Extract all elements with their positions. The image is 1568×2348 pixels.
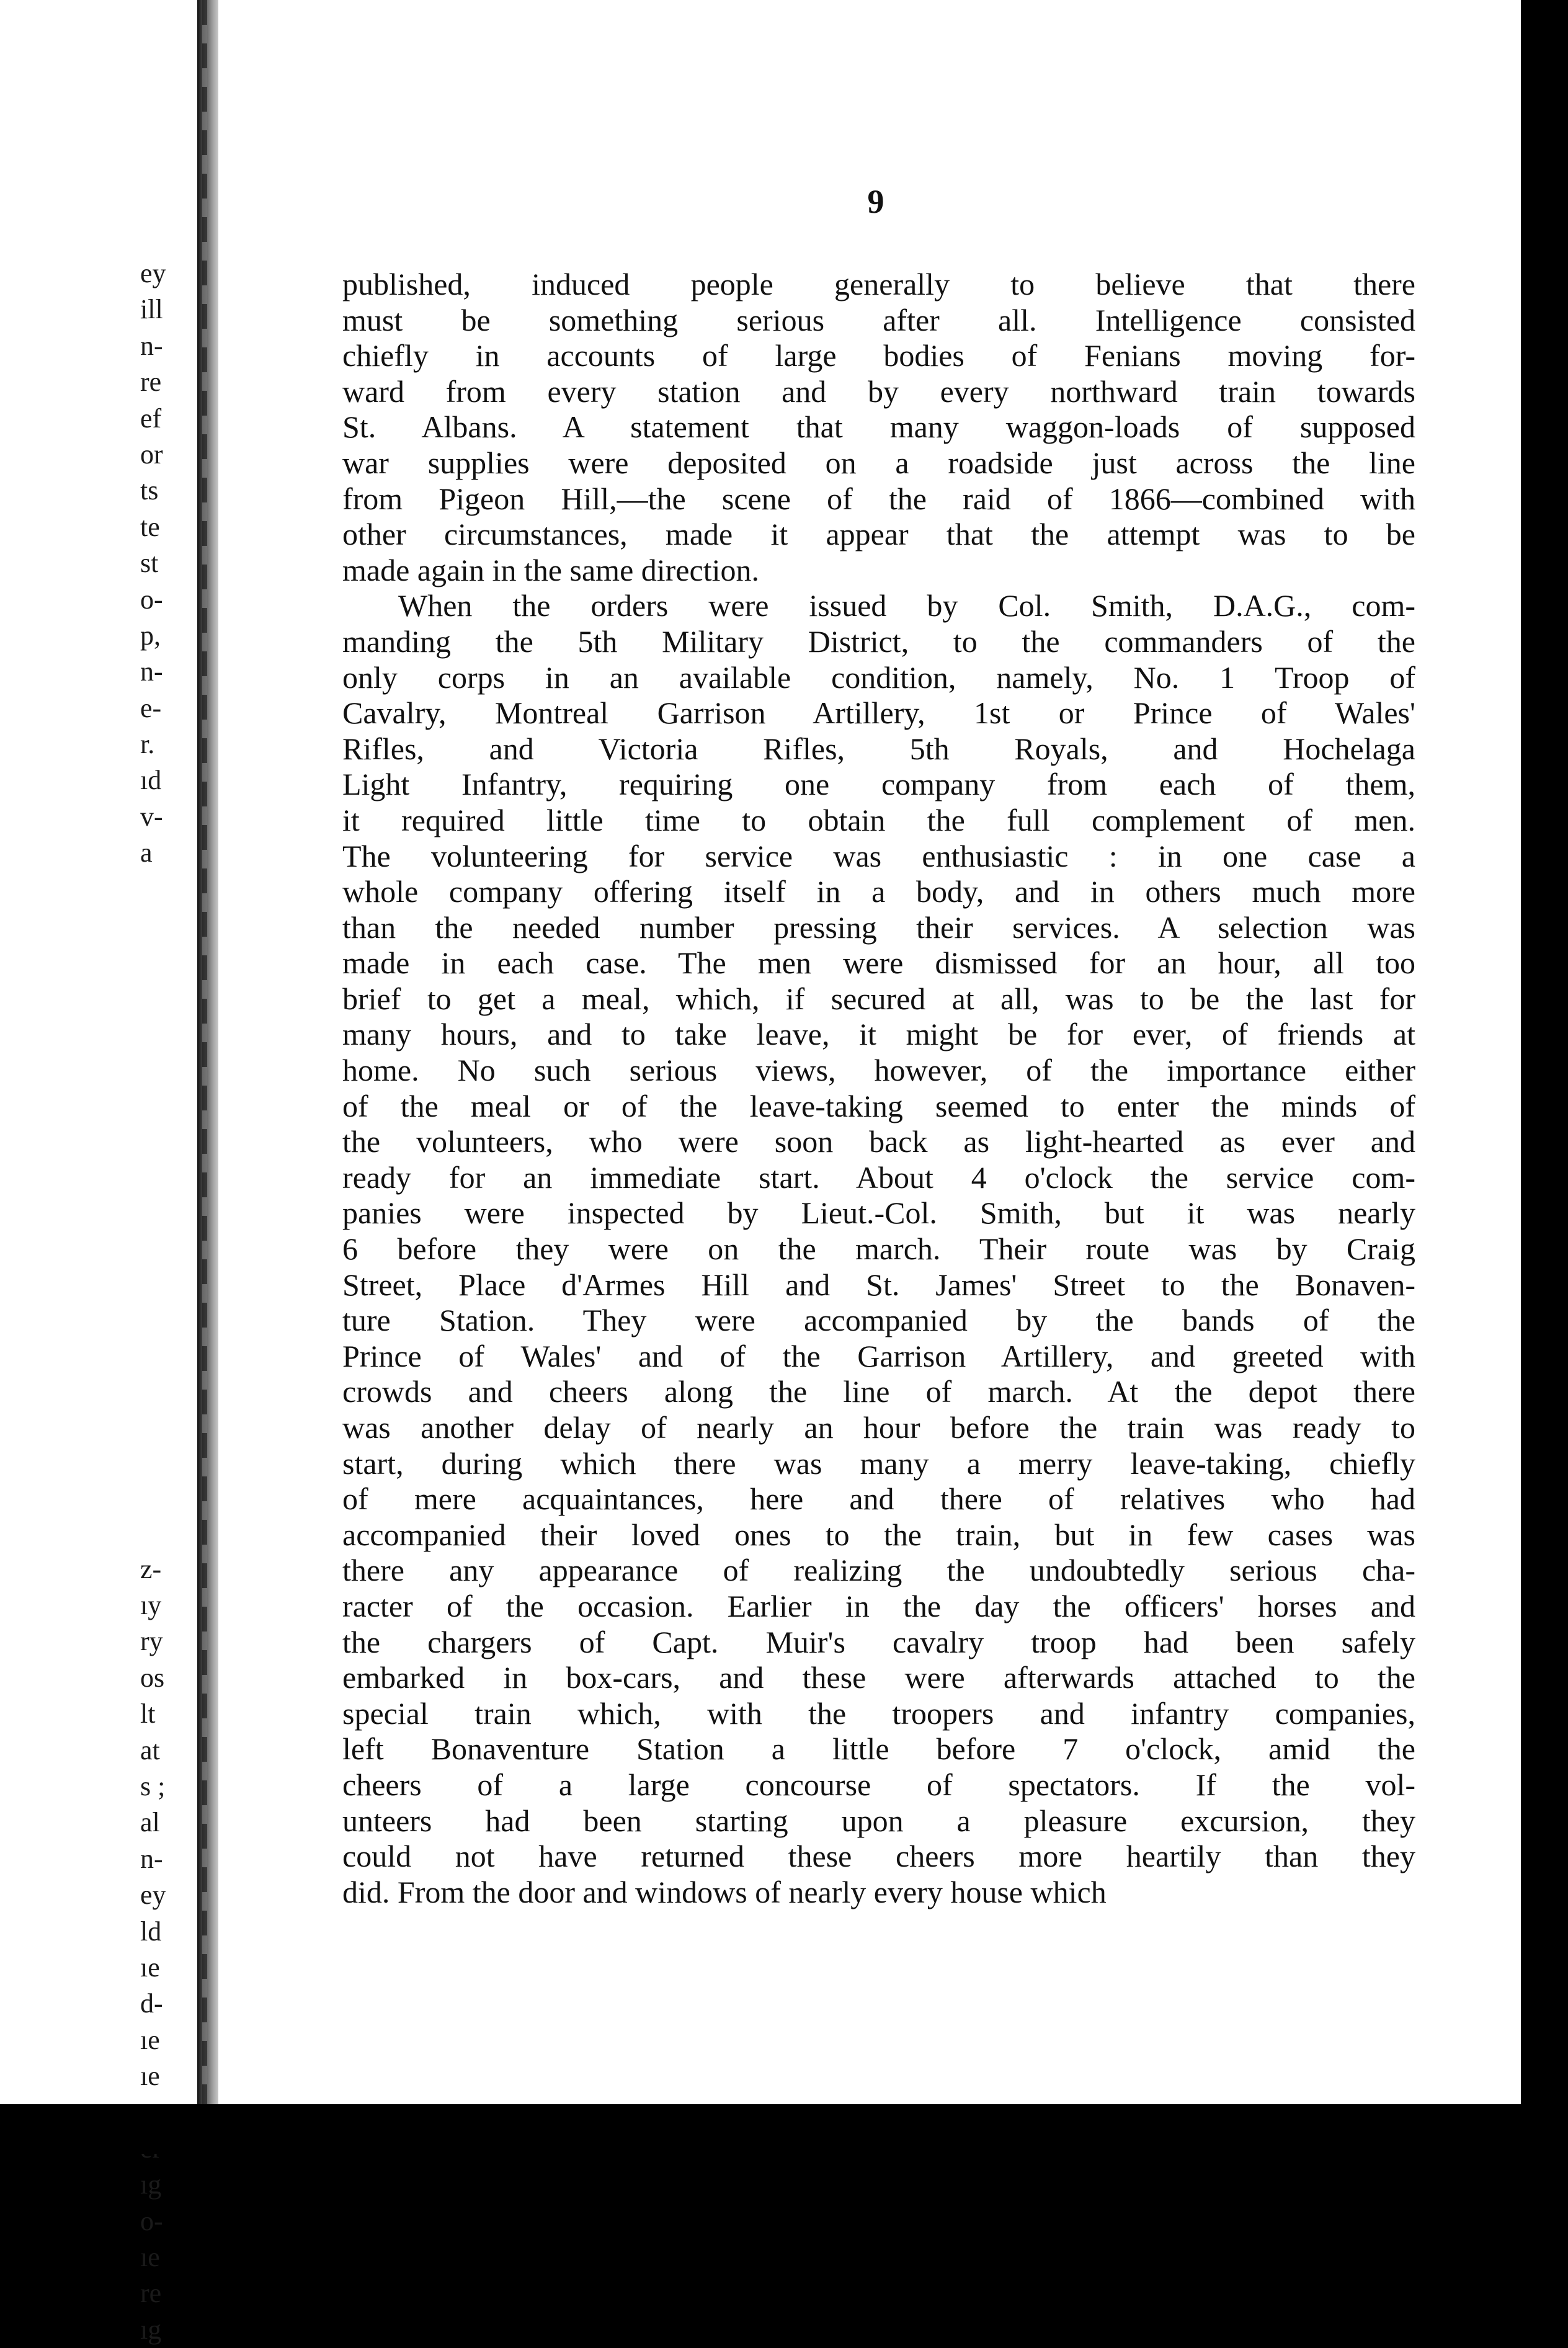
text-line: racter of the occasion. Earlier in the day the officers' horses and <box>342 1588 1415 1623</box>
facing-page-fragment: ill <box>140 294 163 325</box>
text-line: the volunteers, who were soon back as light-hearted as ever and <box>342 1124 1415 1159</box>
text-line: than the needed number pressing their services. A selection was <box>342 909 1415 945</box>
text-line: ward from every station and by every northward train towards <box>342 373 1415 409</box>
scan-border-bottom <box>0 2104 1568 2154</box>
facing-page-fragment: z- <box>140 1553 162 1584</box>
text-line: When the orders were issued by Col. Smith, D.A.G., com- <box>398 588 1415 623</box>
facing-page-fragment: re <box>140 2278 162 2309</box>
facing-page-fragment: v- <box>140 801 163 832</box>
text-line: crowds and cheers along the line of march. At the depot there <box>342 1374 1415 1409</box>
facing-page-fragment: ıg <box>140 2169 162 2200</box>
text-line: war supplies were deposited on a roadside just across the line <box>342 445 1415 480</box>
facing-page-edge <box>0 0 205 2345</box>
facing-page-fragment: o- <box>140 584 163 615</box>
text-line: special train which, with the troopers and infantry companies, <box>342 1695 1415 1731</box>
text-line: published, induced people generally to believe that there <box>342 267 1415 301</box>
text-line: ready for an immediate start. About 4 o'clock the service com- <box>342 1159 1415 1195</box>
text-line: home. No such serious views, however, of the importance either <box>342 1053 1415 1088</box>
facing-page-fragment: n- <box>140 330 163 361</box>
text-line: Rifles, and Victoria Rifles, 5th Royals, and Hochelaga <box>342 731 1415 766</box>
text-line: 6 before they were on the march. Their route was by Craig <box>342 1231 1415 1267</box>
facing-page-fragment: ıd <box>140 765 162 796</box>
text-line: must be something serious after all. Intelligence consisted <box>342 302 1415 337</box>
facing-page-fragment: e- <box>140 692 162 723</box>
text-line: from Pigeon Hill,—the scene of the raid of 1866—combined with <box>342 481 1415 516</box>
facing-page-fragment: lt <box>140 1699 156 1730</box>
text-line: cheers of a large concourse of spectators. If the vol- <box>342 1767 1415 1802</box>
facing-page-fragment: d- <box>140 1988 163 2019</box>
facing-page-fragment: n- <box>140 1843 163 1874</box>
text-line: was another delay of nearly an hour before the train was ready to <box>342 1410 1415 1445</box>
facing-page-text-fragments <box>140 256 196 2348</box>
text-line: there any appearance of realizing the undoubtedly serious cha- <box>342 1553 1415 1588</box>
facing-page-fragment: o- <box>140 2205 163 2236</box>
text-line: Prince of Wales' and of the Garrison Artillery, and greeted with <box>342 1338 1415 1373</box>
scan-border-right <box>1521 0 1568 2154</box>
facing-page-fragment: ıy <box>140 1590 162 1621</box>
facing-page-fragment: a <box>140 837 153 868</box>
text-line: manding the 5th Military District, to the commanders of the <box>342 623 1415 659</box>
facing-page-fragment: s ; <box>140 1770 166 1801</box>
text-line: could not have returned these cheers more heartily than they <box>342 1839 1415 1874</box>
text-line: St. Albans. A statement that many waggon-loads of supposed <box>342 409 1415 445</box>
facing-page-fragment: ld <box>140 1916 162 1947</box>
facing-page-fragment: al <box>140 1807 160 1838</box>
text-line: of the meal or of the leave-taking seemed to enter the minds of <box>342 1088 1415 1123</box>
text-line: unteers had been starting upon a pleasure excursion, they <box>342 1803 1415 1838</box>
text-line: only corps in an available condition, namely, No. 1 Troop of <box>342 659 1415 695</box>
facing-page-fragment: st <box>140 548 159 579</box>
facing-page-fragment: te <box>140 511 160 542</box>
text-line: accompanied their loved ones to the train, but in few cases was <box>342 1517 1415 1552</box>
text-line: the chargers of Capt. Muir's cavalry troop had been safely <box>342 1624 1415 1659</box>
facing-page-fragment: ıe <box>140 2024 160 2055</box>
facing-page-fragment: os <box>140 1662 165 1693</box>
facing-page-fragment: ef <box>140 403 162 434</box>
facing-page-fragment: n- <box>140 656 163 687</box>
text-line: The volunteering for service was enthusiastic : in one case a <box>342 838 1415 873</box>
facing-page-fragment: ry <box>140 1626 163 1657</box>
page-number: 9 <box>867 183 884 220</box>
facing-page-fragment: ıe <box>140 1952 160 1983</box>
text-line: ture Station. They were accompanied by the bands of the <box>342 1303 1415 1338</box>
text-line: made again in the same direction. <box>342 552 759 587</box>
facing-page-fragment: ıe <box>140 2242 160 2273</box>
text-line: it required little time to obtain the full complement of men. <box>342 802 1415 837</box>
text-line: panies were inspected by Lieut.-Col. Smith, but it was nearly <box>342 1195 1415 1231</box>
text-line: chiefly in accounts of large bodies of Fenians moving for- <box>342 338 1415 373</box>
text-line: start, during which there was many a merry leave-taking, chiefly <box>342 1445 1415 1481</box>
facing-page-blank-area <box>140 872 196 1551</box>
book-page <box>218 0 1521 2104</box>
text-line: made in each case. The men were dismissed for an hour, all too <box>342 945 1415 981</box>
facing-page-fragment: ıe <box>140 2061 160 2092</box>
gutter-shadow <box>202 0 207 2154</box>
text-line: Light Infantry, requiring one company from each of them, <box>342 767 1415 802</box>
text-line: other circumstances, made it appear that the attempt was to be <box>342 517 1415 552</box>
text-line: many hours, and to take leave, it might be for ever, of friends at <box>342 1017 1415 1052</box>
facing-page-fragment: r. <box>140 729 155 760</box>
facing-page-fragment: ey <box>140 1880 166 1911</box>
facing-page-fragment: re <box>140 367 162 398</box>
facing-page-fragment: ts <box>140 475 159 506</box>
text-line: embarked in box-cars, and these were afterwards attached to the <box>342 1660 1415 1695</box>
text-line: whole company offering itself in a body, and in others much more <box>342 874 1415 909</box>
text-line: Cavalry, Montreal Garrison Artillery, 1st or Prince of Wales' <box>342 695 1415 731</box>
text-line: left Bonaventure Station a little before 7 o'clock, amid the <box>342 1731 1415 1767</box>
facing-page-fragment: at <box>140 1734 160 1765</box>
text-line: did. From the door and windows of nearly every house which <box>342 1874 1107 1909</box>
facing-page-fragment: ıg <box>140 2314 162 2345</box>
text-line: brief to get a meal, which, if secured at all, was to be the last for <box>342 981 1415 1016</box>
facing-page-fragment: or <box>140 439 163 470</box>
body-text <box>342 267 1415 1910</box>
facing-page-fragment: p, <box>140 620 161 651</box>
facing-page-fragment: ey <box>140 258 166 288</box>
text-line: of mere acquaintances, here and there of relatives who had <box>342 1481 1415 1517</box>
book-gutter <box>197 0 221 2154</box>
text-line: Street, Place d'Armes Hill and St. James' Street to the Bonaven- <box>342 1267 1415 1302</box>
